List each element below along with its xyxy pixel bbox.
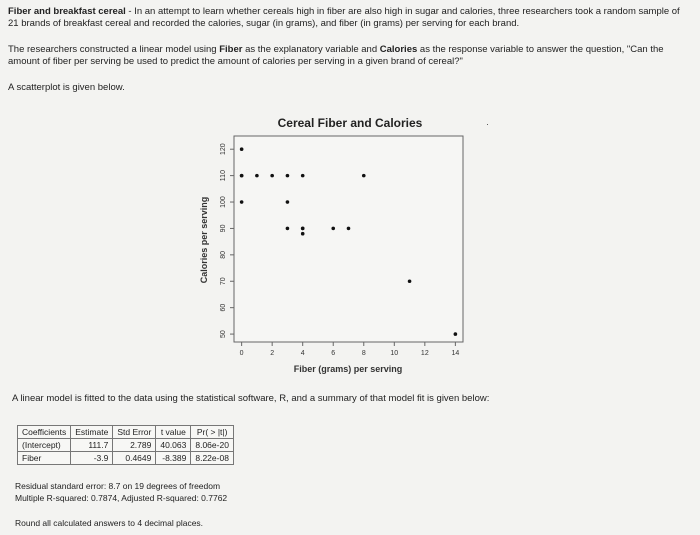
table-header-row [18, 426, 234, 439]
p2-fiber: Fiber [219, 44, 243, 55]
x-tick-label: 12 [420, 350, 429, 357]
header-pr: Pr( > |t|) [191, 426, 234, 439]
p2-a: The researchers constructed a linear model using [8, 44, 220, 55]
x-tick-label: 8 [361, 350, 366, 357]
data-point [270, 174, 274, 178]
data-point [301, 174, 305, 178]
p2-c: as the response variable to answer the question, "Can the amount of fiber per serving be used to predict the amount of calories per serving in a given brand of cereal?" [8, 44, 664, 67]
x-tick-label: 0 [239, 350, 244, 357]
y-tick-label: 100 [220, 196, 227, 208]
x-tick-label: 6 [331, 350, 336, 357]
x-tick-label: 4 [300, 350, 305, 357]
header-estimate: Estimate [71, 426, 113, 439]
x-tick-label: 2 [270, 350, 275, 357]
y-tick-label: 120 [220, 143, 227, 156]
y-axis-label: Calories per serving [199, 196, 209, 284]
cell: 8.22e-08 [191, 452, 234, 465]
cell: 8.06e-20 [191, 439, 234, 452]
model-fit-text: A linear model is fitted to the data using the statistical software, R, and a summary of that model fit is given below: [12, 393, 490, 404]
cell: (Intercept) [18, 439, 71, 452]
data-point [454, 332, 458, 336]
data-point [301, 227, 305, 231]
rounding-instruction: Round all calculated answers to 4 decimal places. [15, 518, 204, 528]
data-point [347, 227, 351, 231]
data-point [286, 200, 290, 204]
y-tick-label: 110 [220, 170, 227, 182]
scatterplot-intro: A scatterplot is given below. [8, 82, 125, 93]
data-point [240, 174, 244, 178]
table-row [18, 452, 234, 465]
intro-text: In an attempt to learn whether cereals high in fiber are also high in sugar and calories, three researchers took a random sample of 21 brands of breakfast cereal and recorded the calories, sugar (in grams), and fiber (in grams) per serving for each brand. [8, 6, 680, 29]
cell: -3.9 [71, 452, 113, 465]
y-tick-label: 50 [220, 330, 227, 338]
y-axis [220, 143, 234, 338]
p2-calories: Calories [379, 44, 418, 55]
data-point [240, 147, 244, 151]
coefficients-table [17, 425, 234, 465]
y-tick-label: 90 [220, 224, 227, 233]
x-tick-label: 14 [451, 350, 460, 357]
data-point [286, 174, 290, 178]
intro-dash: - [125, 6, 135, 17]
y-tick-label: 80 [220, 250, 227, 259]
residual-error: Residual standard error: 8.7 on 19 degrees of freedom [15, 481, 221, 491]
data-point [301, 232, 305, 236]
cell: 0.4649 [113, 452, 156, 465]
data-point [255, 174, 259, 178]
cell: 40.063 [156, 439, 191, 452]
data-point [331, 227, 335, 231]
r-squared: Multiple R-squared: 0.7874, Adjusted R-squared: 0.7762 [15, 493, 228, 503]
chart-marker-dot: · [486, 119, 489, 129]
header-std-error: Std Error [113, 426, 156, 439]
cell: Fiber [18, 452, 71, 465]
p2-b: as the explanatory variable and [242, 44, 380, 55]
x-axis [240, 342, 460, 357]
data-point [286, 227, 290, 231]
chart-title: Cereal Fiber and Calories [277, 116, 423, 130]
x-tick-label: 10 [390, 350, 399, 357]
intro-title: Fiber and breakfast cereal [8, 6, 126, 17]
cell: 2.789 [113, 439, 156, 452]
data-point [240, 200, 244, 204]
x-axis-label: Fiber (grams) per serving [293, 364, 403, 374]
cell: -8.389 [156, 452, 191, 465]
table-row [18, 439, 234, 452]
plot-frame [234, 136, 463, 342]
data-point [408, 279, 412, 283]
header-t-value: t value [156, 426, 191, 439]
cell: 111.7 [71, 439, 113, 452]
header-coefficients: Coefficients [18, 426, 71, 439]
y-tick-label: 70 [220, 277, 227, 286]
data-point [362, 174, 366, 178]
y-tick-label: 60 [220, 303, 227, 312]
